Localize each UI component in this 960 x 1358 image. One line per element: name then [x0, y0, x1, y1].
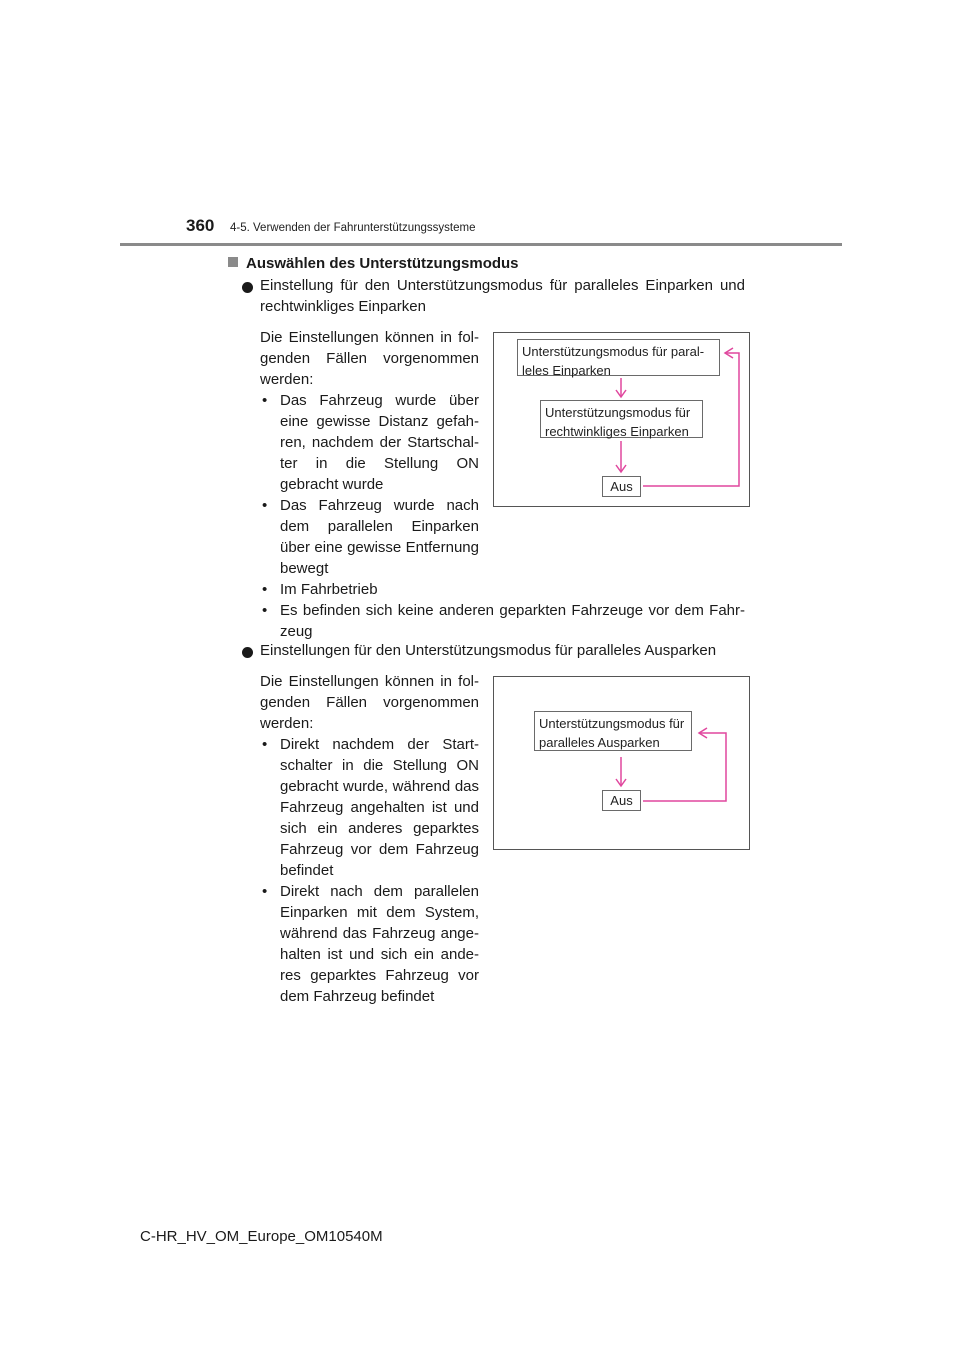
condition-line: schalter in die Stellung ON — [280, 757, 479, 774]
bullet-point: • — [262, 392, 268, 409]
condition-line: Fahrzeug vor dem Fahrzeug — [280, 841, 479, 858]
cycle-arrows-1 — [494, 333, 751, 508]
intro-line: werden: — [260, 371, 314, 388]
condition-line: bewegt — [280, 560, 329, 577]
bullet-1-dot — [242, 280, 253, 298]
square-bullet-icon — [228, 257, 238, 267]
bullet-point: • — [262, 497, 268, 514]
header-divider — [120, 243, 842, 246]
bullet-point: • — [262, 581, 268, 598]
filled-circle-bullet-icon — [242, 282, 253, 293]
condition-line: gebracht wurde, während das — [280, 778, 479, 795]
intro-line: werden: — [260, 715, 314, 732]
list-item — [262, 881, 479, 1007]
mode-cycle-diagram-1 — [493, 332, 750, 507]
bullet-1-intro — [260, 327, 479, 390]
box-line: Unterstützungsmodus für paral- — [522, 344, 705, 359]
condition-line: während das Fahrzeug ange- — [280, 925, 479, 942]
bullet-point: • — [262, 883, 268, 900]
chapter-title: 4-5. Verwenden der Fahrunterstützungssysteme — [230, 222, 476, 234]
mode-box-off: Aus — [602, 790, 641, 811]
box-line: Unterstützungsmodus für — [545, 405, 691, 420]
condition-line: Das Fahrzeug wurde nach — [280, 497, 479, 514]
condition-line: Direkt nach dem parallelen — [280, 883, 479, 900]
bullet-2-title: Einstellungen für den Unterstützungsmodus für paralleles Ausparken — [260, 642, 717, 659]
condition-line: sich ein anderes geparktes — [280, 820, 479, 837]
condition-line: Es befinden sich keine anderen geparkten Fahrzeuge vor dem Fahr- — [280, 602, 745, 619]
condition-line: dem Fahrzeug befindet — [280, 988, 435, 1005]
condition-line: dem parallelen Einparken — [280, 518, 479, 535]
list-item — [262, 734, 479, 881]
list-item — [262, 390, 479, 495]
condition-line: gebracht wurde — [280, 476, 384, 493]
list-item — [262, 600, 745, 642]
section-heading — [228, 255, 519, 272]
bullet-2-dot — [242, 645, 253, 663]
arrow-return — [643, 353, 739, 486]
condition-line: zeug — [280, 623, 313, 640]
arrow-return — [643, 733, 726, 801]
bullet-1-title-line1: Einstellung für den Unterstützungsmodus für paralleles Einparken und — [260, 277, 745, 294]
document-id: C-HR_HV_OM_Europe_OM10540M — [140, 1228, 383, 1245]
mode-cycle-diagram-2 — [493, 676, 750, 850]
box-line: rechtwinkliges Einparken — [545, 424, 689, 439]
box-line: paralleles Ausparken — [539, 735, 660, 750]
condition-line: eine gewisse Distanz gefah- — [280, 413, 479, 430]
condition-line: Das Fahrzeug wurde über — [280, 392, 479, 409]
filled-circle-bullet-icon — [242, 647, 253, 658]
condition-line: ter in die Stellung ON — [280, 455, 479, 472]
condition-line: Fahrzeug angehalten ist und — [280, 799, 479, 816]
condition-line: Im Fahrbetrieb — [280, 581, 378, 598]
mode-box-off: Aus — [602, 476, 641, 497]
box-line: Unterstützungsmodus für — [539, 716, 685, 731]
cycle-arrows-2 — [494, 677, 751, 851]
condition-line: befindet — [280, 862, 334, 879]
box-line: leles Einparken — [522, 363, 611, 378]
condition-line: Direkt nachdem der Start- — [280, 736, 479, 753]
condition-line: Einparken mit dem System, — [280, 904, 479, 921]
list-item — [262, 495, 479, 579]
bullet-point: • — [262, 602, 268, 619]
section-title: Auswählen des Unterstützungsmodus — [246, 255, 519, 272]
list-item — [262, 579, 745, 600]
intro-line: genden Fällen vorgenommen — [260, 694, 479, 711]
bullet-2-intro — [260, 671, 479, 734]
intro-line: Die Einstellungen können in fol- — [260, 673, 479, 690]
bullet-1-title-line2: rechtwinkliges Einparken — [260, 298, 426, 315]
intro-line: Die Einstellungen können in fol- — [260, 329, 479, 346]
bullet-point: • — [262, 736, 268, 753]
page-number: 360 — [186, 216, 215, 235]
condition-line: über eine gewisse Entfernung — [280, 539, 479, 556]
condition-line: ren, nachdem der Startschal- — [280, 434, 479, 451]
intro-line: genden Fällen vorgenommen — [260, 350, 479, 367]
condition-line: halten ist und sich ein ande- — [280, 946, 479, 963]
condition-line: res geparktes Fahrzeug vor — [280, 967, 479, 984]
